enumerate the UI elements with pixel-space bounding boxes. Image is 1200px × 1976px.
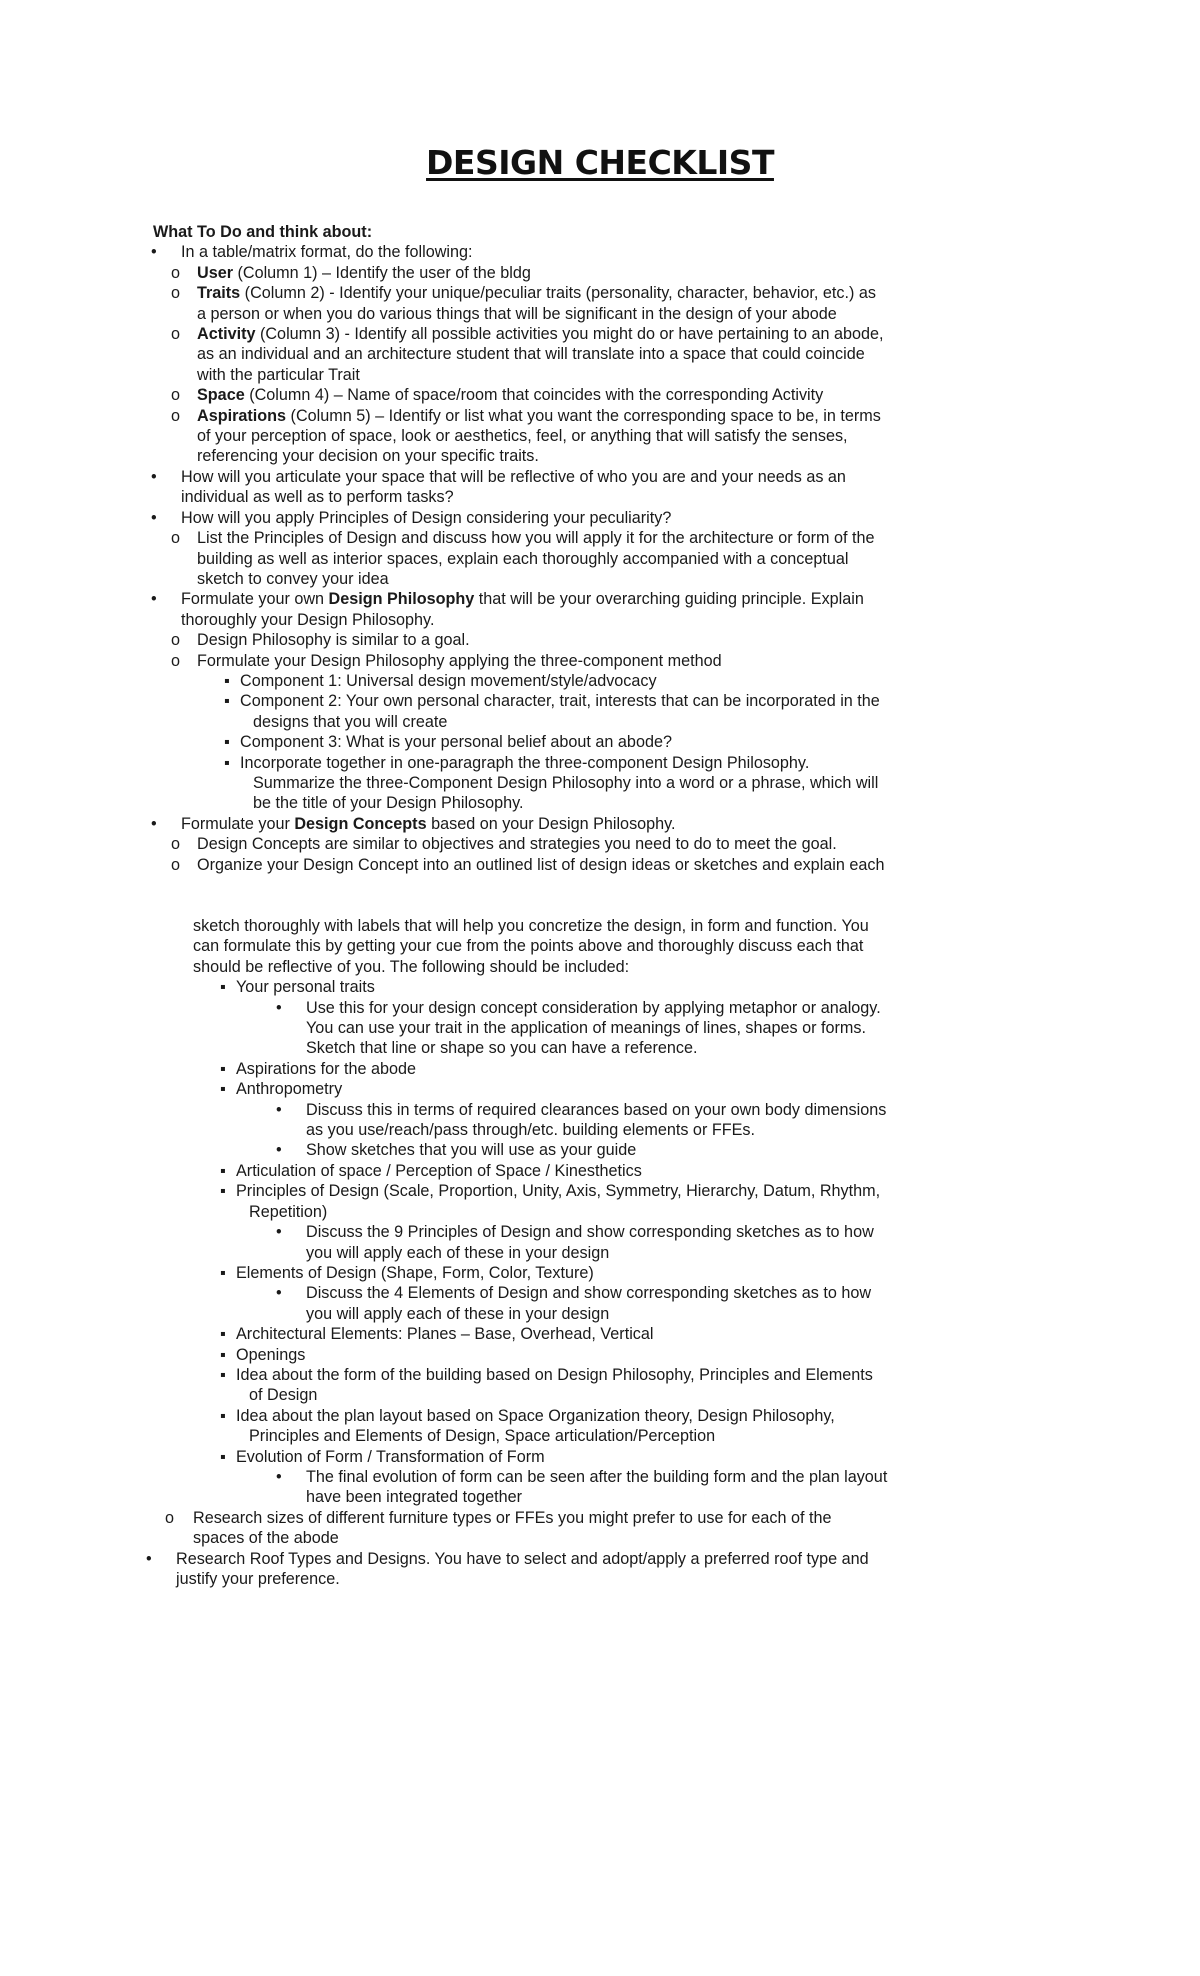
list-item: ▪ Architectural Elements: Planes – Base, Overhead, Vertical	[220, 1325, 654, 1344]
list-item: ▪ Idea about the form of the building based on Design Philosophy, Principles and Elements	[220, 1365, 873, 1384]
list-item: ▪ Openings	[220, 1345, 306, 1364]
list-item: • How will you articulate your space that will be reflective of who you are and your needs as an	[151, 467, 846, 486]
list-item: ▪ Articulation of space / Perception of Space / Kinesthetics	[220, 1161, 642, 1180]
circle-marker: o	[171, 386, 181, 405]
list-item: • Discuss the 4 Elements of Design and show corresponding sketches as to how	[276, 1284, 872, 1303]
list-item: • Formulate your own Design Philosophy that will be your overarching guiding principle. Explain	[151, 590, 864, 609]
list-item: o Research sizes of different furniture types or FFEs you might prefer to use for each of the	[165, 1508, 832, 1527]
list-item: • Show sketches that you will use as your guide	[276, 1141, 637, 1160]
bullet-marker: •	[276, 1223, 282, 1242]
square-marker: ▪	[220, 1406, 226, 1425]
list-item: o Design Philosophy is similar to a goal.	[171, 631, 470, 650]
list-item: • Use this for your design concept consideration by applying metaphor or analogy.	[276, 998, 881, 1017]
list-item: o Activity (Column 3) - Identify all possible activities you might do or have pertaining to an abode,	[171, 325, 884, 344]
square-marker: ▪	[220, 1447, 226, 1466]
list-item: • Research Roof Types and Designs. You have to select and adopt/apply a preferred roof type and	[146, 1549, 869, 1568]
list-item: • Formulate your Design Concepts based on your Design Philosophy.	[151, 814, 676, 833]
text-line: should be reflective of you. The following should be included:	[193, 957, 630, 976]
text-line: building as well as interior spaces, explain each thoroughly accompanied with a conceptual	[197, 549, 849, 568]
list-item: ▪ Anthropometry	[220, 1080, 343, 1099]
text-line: as an individual and an architecture student that will translate into a space that could coincide	[197, 345, 865, 364]
list-item: ▪ Component 1: Universal design movement/style/advocacy	[224, 671, 657, 690]
circle-marker: o	[165, 1508, 175, 1527]
bullet-marker: •	[151, 590, 157, 609]
text-line: individual as well as to perform tasks?	[181, 488, 454, 507]
text-line: you will apply each of these in your design	[306, 1243, 610, 1262]
list-item: o Organize your Design Concept into an outlined list of design ideas or sketches and explain each	[171, 855, 885, 874]
square-marker: ▪	[220, 1345, 226, 1364]
list-item: ▪ Evolution of Form / Transformation of Form	[220, 1447, 545, 1466]
list-item: o Traits (Column 2) - Identify your unique/peculiar traits (personality, character, behavior, etc.) as	[171, 284, 876, 303]
text-line: justify your preference.	[176, 1570, 340, 1588]
text-line: can formulate this by getting your cue from the points above and thoroughly discuss each that	[193, 937, 864, 956]
square-marker: ▪	[224, 733, 230, 752]
list-item: ▪ Component 2: Your own personal character, trait, interests that can be incorporated in the	[224, 692, 880, 711]
bullet-marker: •	[151, 243, 157, 262]
list-item: o Formulate your Design Philosophy applying the three-component method	[171, 651, 722, 670]
list-item: o Design Concepts are similar to objectives and strategies you need to do to meet the goal.	[171, 835, 837, 854]
list-item: ▪ Idea about the plan layout based on Space Organization theory, Design Philosophy,	[220, 1406, 835, 1425]
circle-marker: o	[171, 263, 181, 282]
square-marker: ▪	[224, 692, 230, 711]
circle-marker: o	[171, 855, 181, 874]
square-marker: ▪	[224, 671, 230, 690]
text-line: Principles and Elements of Design, Space articulation/Perception	[249, 1427, 716, 1446]
text-line: of Design	[249, 1386, 318, 1405]
text-line: designs that you will create	[253, 712, 448, 731]
checklist-bottom-section	[0, 916, 888, 1589]
bullet-marker: •	[276, 1141, 282, 1160]
square-marker: ▪	[220, 978, 226, 997]
square-marker: ▪	[220, 1365, 226, 1384]
bullet-marker: •	[276, 998, 282, 1017]
circle-marker: o	[171, 406, 181, 425]
list-item: o Aspirations (Column 5) – Identify or list what you want the corresponding space to be, in terms	[171, 406, 881, 425]
text-line: be the title of your Design Philosophy.	[253, 794, 524, 813]
list-item: ▪ Incorporate together in one-paragraph the three-component Design Philosophy.	[224, 753, 810, 772]
bullet-marker: •	[146, 1549, 152, 1568]
page-title: DESIGN CHECKLIST	[426, 143, 774, 182]
circle-marker: o	[171, 325, 181, 344]
text-line: of your perception of space, look or aesthetics, feel, or anything that will satisfy the senses,	[197, 427, 848, 446]
text-line: with the particular Trait	[197, 365, 360, 384]
list-item: • How will you apply Principles of Design considering your peculiarity?	[151, 508, 672, 527]
list-item: ▪ Principles of Design (Scale, Proportion, Unity, Axis, Symmetry, Hierarchy, Datum, Rhythm,	[220, 1182, 881, 1201]
bullet-marker: •	[151, 814, 157, 833]
list-item: • The final evolution of form can be seen after the building form and the plan layout	[276, 1467, 888, 1486]
text-line: Repetition)	[249, 1202, 328, 1221]
circle-marker: o	[171, 835, 181, 854]
text-line: thoroughly your Design Philosophy.	[181, 610, 435, 629]
list-item: ▪ Aspirations for the abode	[220, 1059, 416, 1078]
square-marker: ▪	[220, 1325, 226, 1344]
square-marker: ▪	[220, 1059, 226, 1078]
list-item: • In a table/matrix format, do the following:	[151, 243, 473, 262]
list-item: • Discuss this in terms of required clearances based on your own body dimensions	[276, 1100, 887, 1119]
text-line: as you use/reach/pass through/etc. building elements or FFEs.	[306, 1121, 755, 1140]
bullet-marker: •	[276, 1100, 282, 1119]
square-marker: ▪	[220, 1263, 226, 1282]
text-line: sketch to convey your idea	[197, 569, 389, 588]
section-heading: What To Do and think about:	[153, 223, 373, 241]
circle-marker: o	[171, 651, 181, 670]
list-item: ▪ Your personal traits	[220, 978, 375, 997]
text-line: referencing your decision on your specific traits.	[197, 447, 539, 466]
list-item: o User (Column 1) – Identify the user of the bldg	[171, 263, 531, 282]
text-line: you will apply each of these in your design	[306, 1304, 610, 1323]
square-marker: ▪	[224, 753, 230, 772]
bullet-marker: •	[151, 508, 157, 527]
bullet-marker: •	[151, 467, 157, 486]
circle-marker: o	[171, 631, 181, 650]
text-line: a person or when you do various things that will be significant in the design of your abode	[197, 304, 837, 323]
text-line: Sketch that line or shape so you can have a reference.	[306, 1039, 698, 1058]
square-marker: ▪	[220, 1161, 226, 1180]
circle-marker: o	[171, 529, 181, 548]
square-marker: ▪	[220, 1080, 226, 1099]
checklist-top-section	[0, 222, 885, 875]
list-item: ▪ Component 3: What is your personal belief about an abode?	[224, 733, 672, 752]
text-line: Summarize the three-Component Design Philosophy into a word or a phrase, which will	[253, 773, 879, 792]
text-line: spaces of the abode	[193, 1529, 339, 1548]
text-line: You can use your trait in the application of meanings of lines, shapes or forms.	[306, 1019, 866, 1038]
circle-marker: o	[171, 284, 181, 303]
bullet-marker: •	[276, 1284, 282, 1303]
list-item: o Space (Column 4) – Name of space/room that coincides with the corresponding Activity	[171, 386, 824, 405]
list-item: • Discuss the 9 Principles of Design and show corresponding sketches as to how	[276, 1223, 874, 1242]
text-line: sketch thoroughly with labels that will help you concretize the design, in form and function. You	[193, 917, 869, 935]
list-item: o List the Principles of Design and discuss how you will apply it for the architecture or form of the	[171, 529, 875, 548]
square-marker: ▪	[220, 1182, 226, 1201]
bullet-marker: •	[276, 1467, 282, 1486]
text-line: have been integrated together	[306, 1488, 523, 1507]
list-item: ▪ Elements of Design (Shape, Form, Color, Texture)	[220, 1263, 594, 1282]
